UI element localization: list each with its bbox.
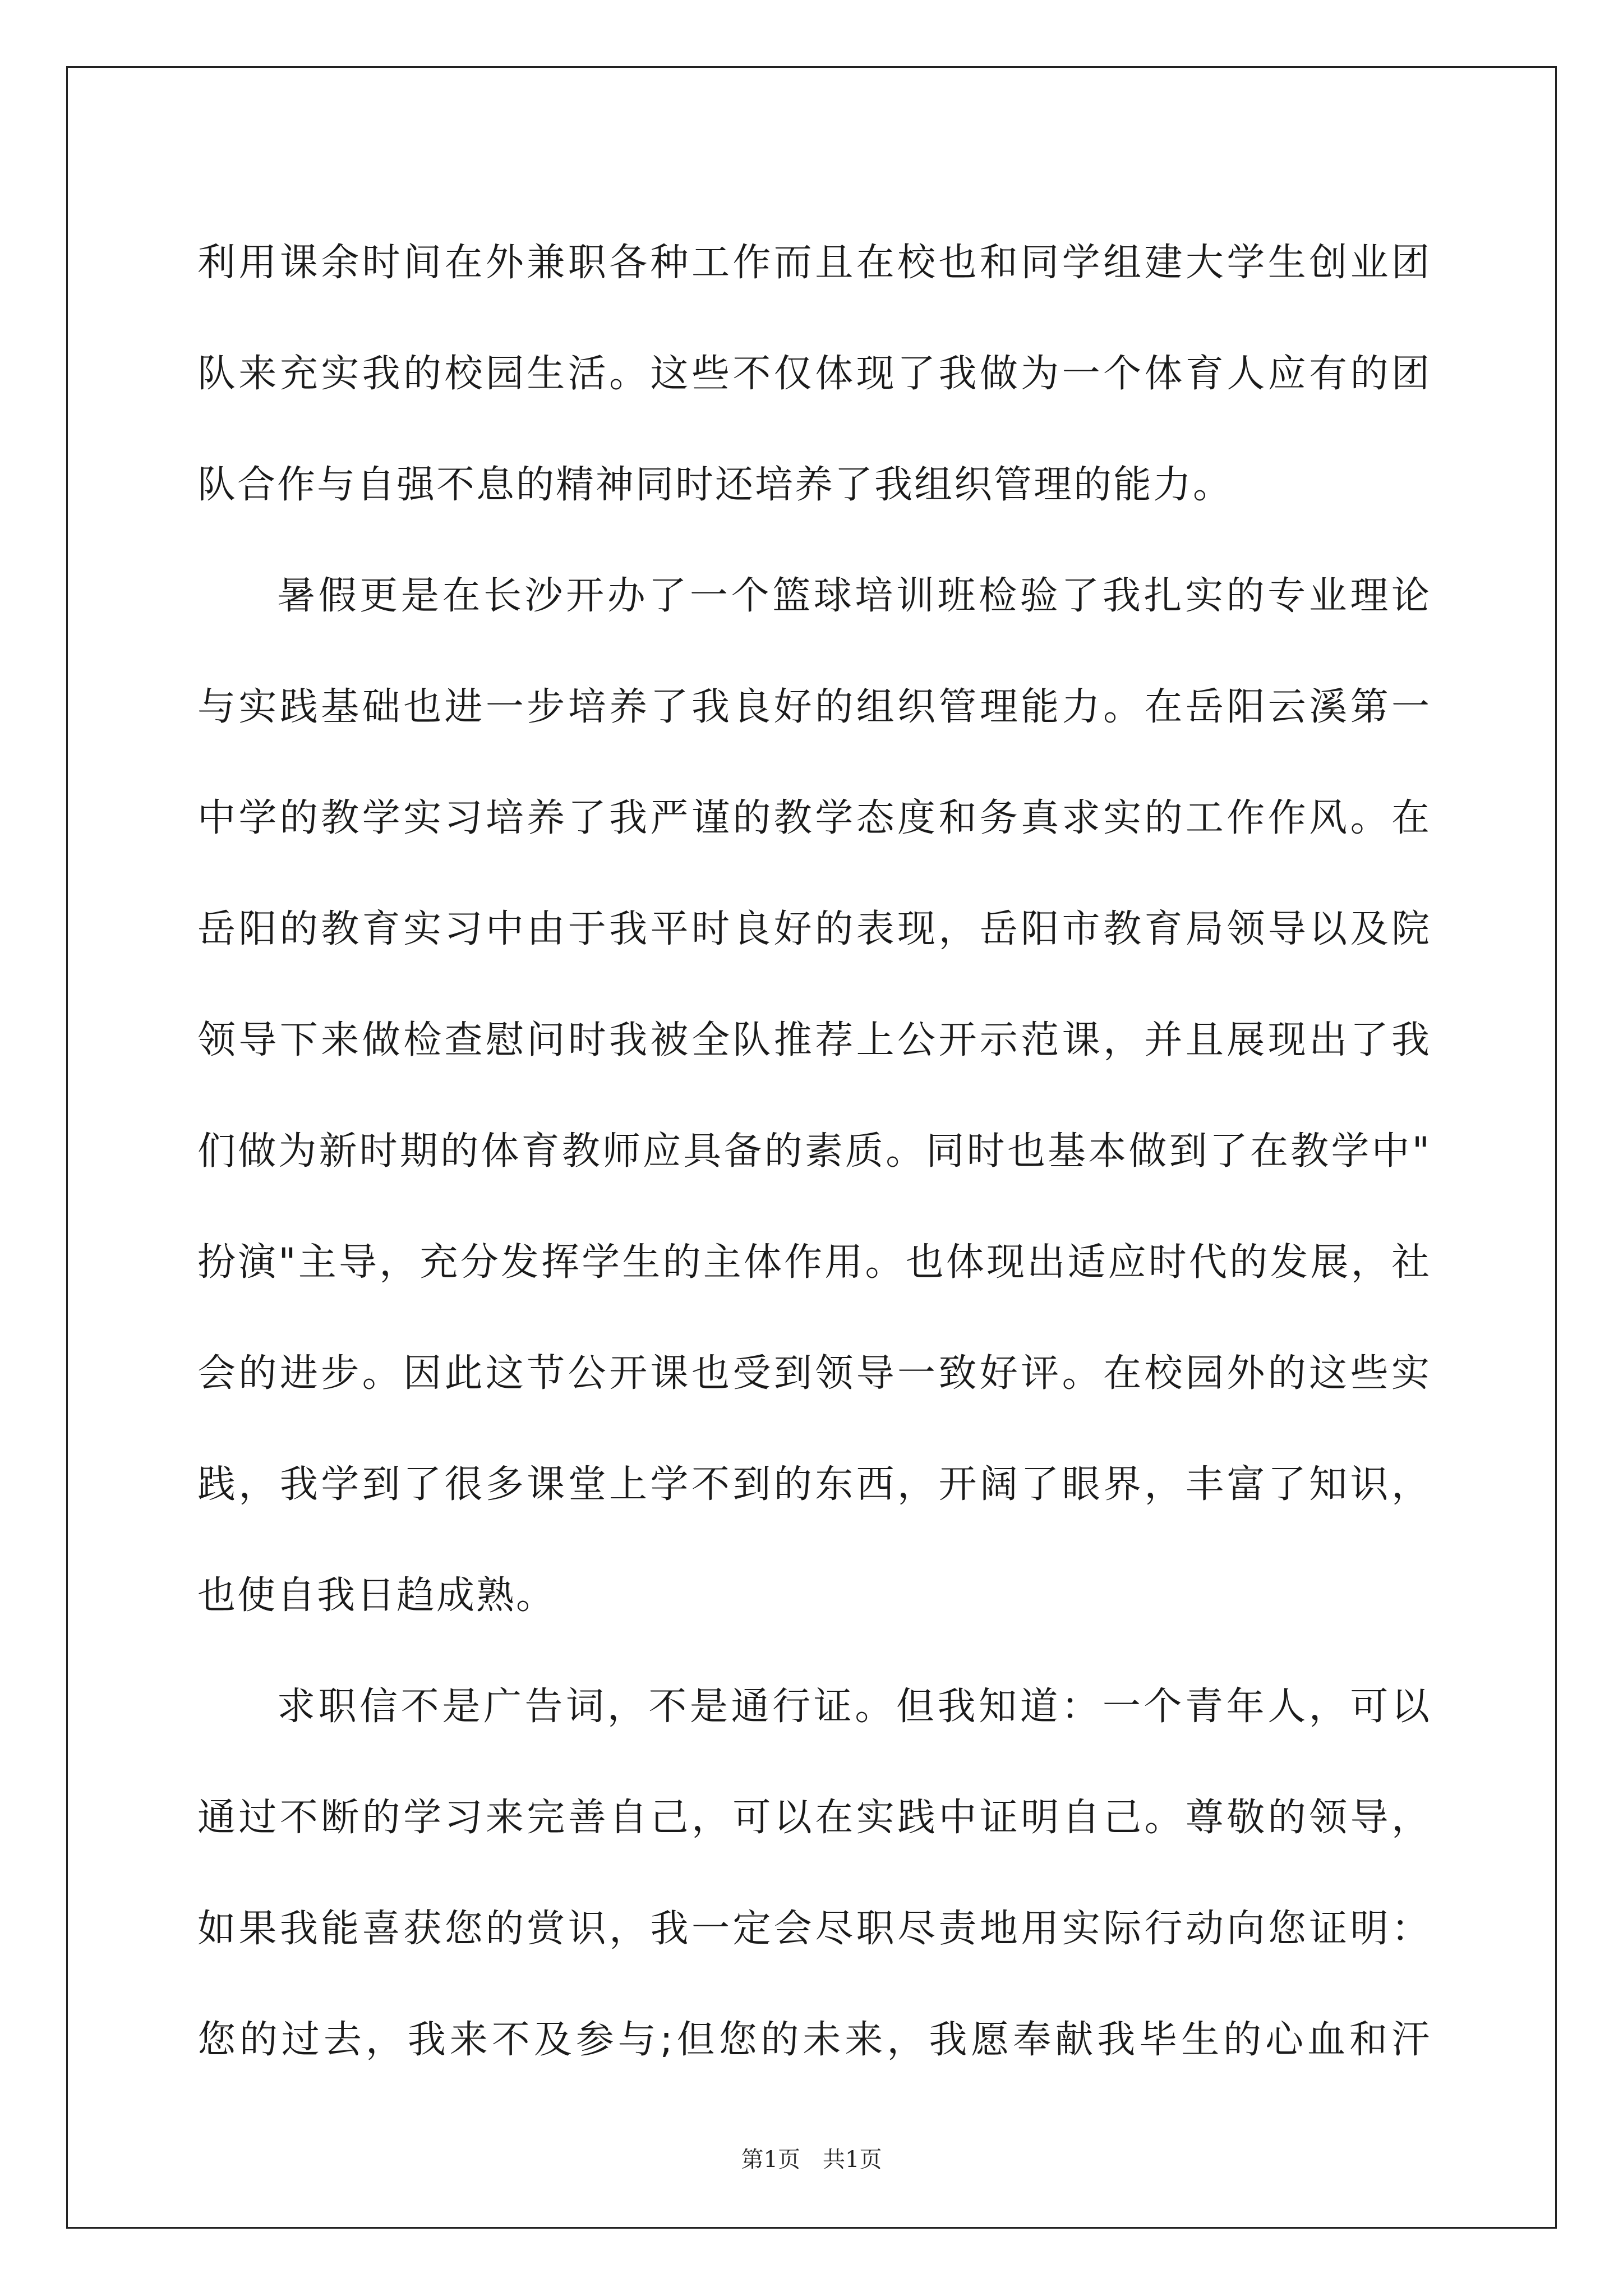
page-footer xyxy=(0,2142,1623,2174)
page-number-current: 第1页 xyxy=(741,2147,800,2173)
paragraph-first-line: 求职信不是广告词，不是通行证。但我知道：一个青年人，可以 xyxy=(277,1685,1431,1729)
text-line: 也使自我日趋成熟。 xyxy=(197,1573,556,1618)
text-line: 通过不断的学习来完善自己，可以在实践中证明自己。尊敬的领导， xyxy=(197,1796,1431,1840)
document-body xyxy=(197,208,1431,2096)
paragraph-first-line: 暑假更是在长沙开办了一个篮球培训班检验了我扎实的专业理论 xyxy=(277,574,1431,618)
text-line: 践，我学到了很多课堂上学不到的东西，开阔了眼界，丰富了知识， xyxy=(197,1462,1431,1507)
text-line: 扮演"主导，充分发挥学生的主体作用。也体现出适应时代的发展，社 xyxy=(197,1240,1431,1285)
text-line: 队合作与自强不息的精神同时还培养了我组织管理的能力。 xyxy=(197,463,1233,507)
page-number-total: 共1页 xyxy=(823,2147,882,2173)
text-line: 与实践基础也进一步培养了我良好的组织管理能力。在岳阳云溪第一 xyxy=(197,685,1431,729)
text-line: 队来充实我的校园生活。这些不仅体现了我做为一个体育人应有的团 xyxy=(197,352,1431,396)
text-line: 会的进步。因此这节公开课也受到领导一致好评。在校园外的这些实 xyxy=(197,1351,1431,1396)
text-line: 中学的教学实习培养了我严谨的教学态度和务真求实的工作作风。在 xyxy=(197,796,1431,840)
text-line: 利用课余时间在外兼职各种工作而且在校也和同学组建大学生创业团 xyxy=(197,241,1431,285)
text-line: 如果我能喜获您的赏识，我一定会尽职尽责地用实际行动向您证明： xyxy=(197,1907,1431,1951)
text-line: 们做为新时期的体育教师应具备的素质。同时也基本做到了在教学中" xyxy=(197,1129,1431,1174)
text-line: 岳阳的教育实习中由于我平时良好的表现，岳阳市教育局领导以及院 xyxy=(197,907,1431,951)
text-line: 领导下来做检查慰问时我被全队推荐上公开示范课，并且展现出了我 xyxy=(197,1018,1431,1062)
text-line: 您的过去，我来不及参与;但您的未来，我愿奉献我毕生的心血和汗 xyxy=(197,2018,1431,2062)
